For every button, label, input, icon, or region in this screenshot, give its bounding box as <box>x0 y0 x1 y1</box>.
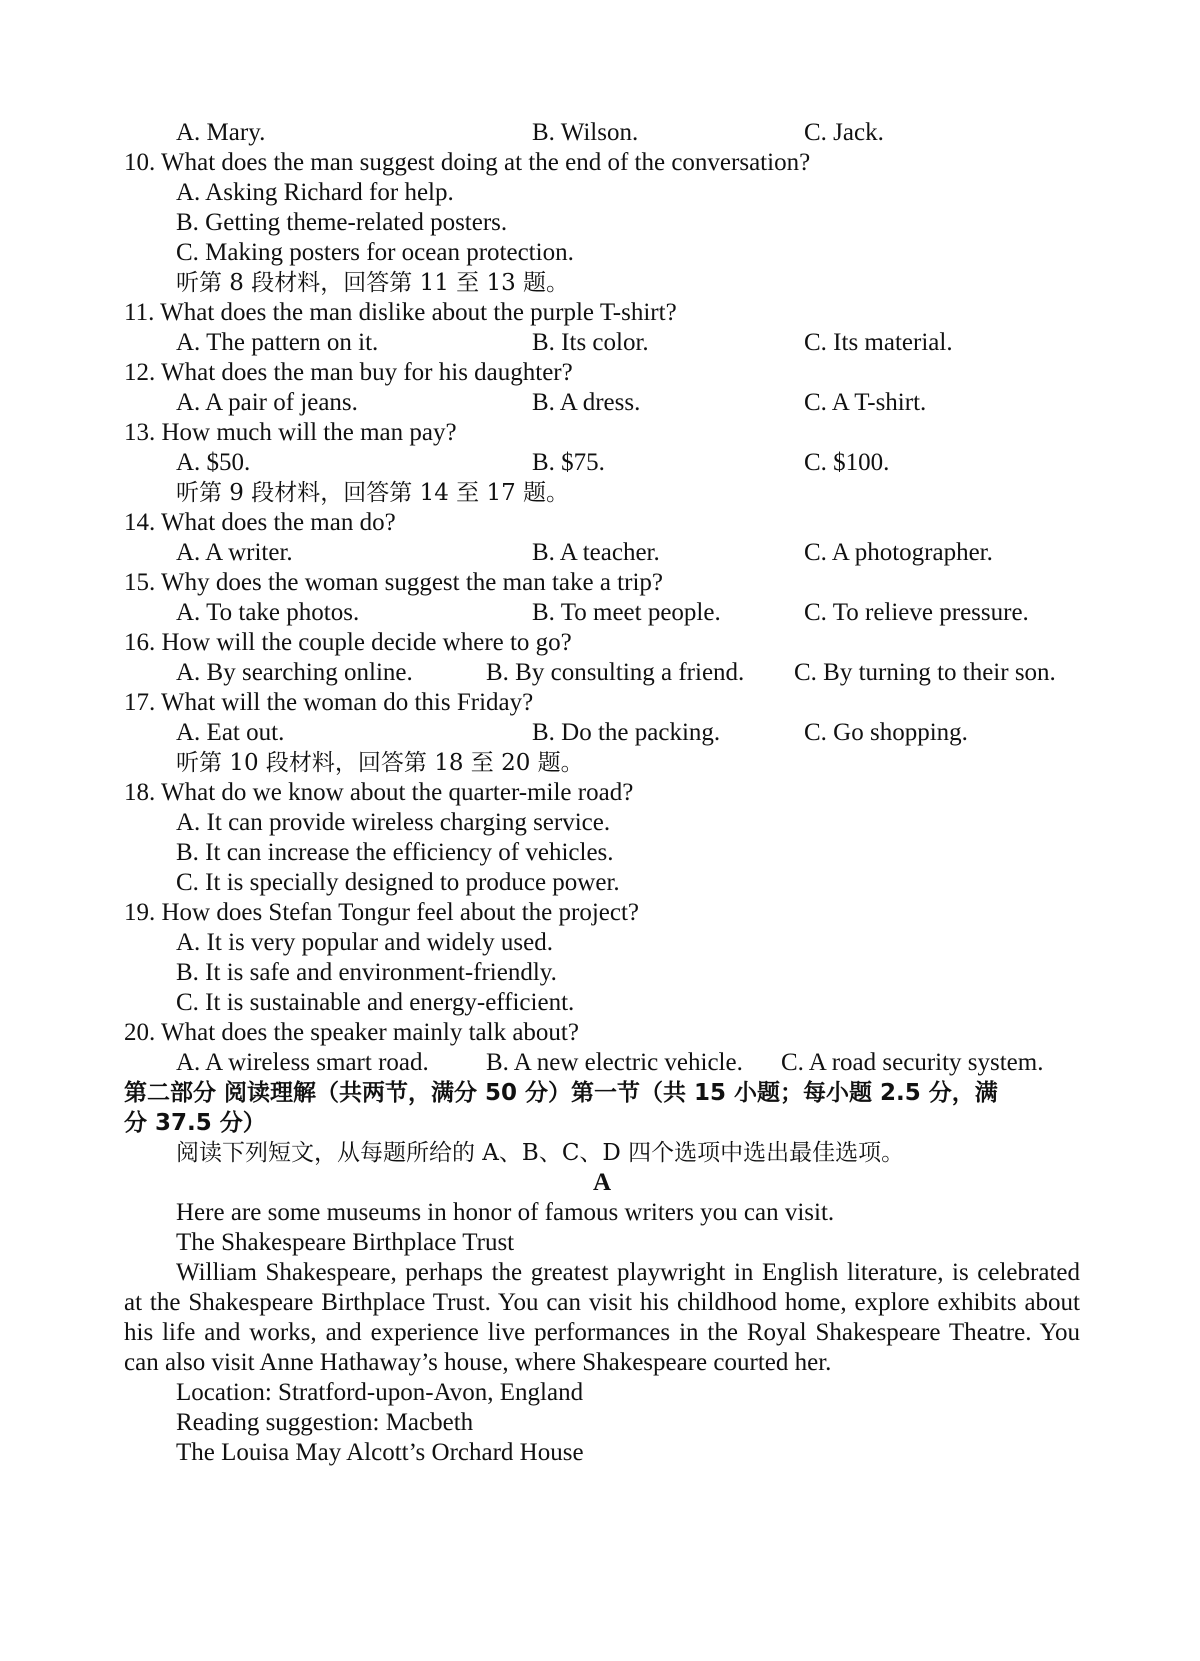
q11-options <box>124 328 1080 358</box>
q10-option-a: A. Asking Richard for help. <box>176 179 454 206</box>
q20-option-b: B. A new electric vehicle. <box>486 1049 743 1076</box>
q9-option-a: A. Mary. <box>176 119 266 146</box>
section-instruction-8: 听第 8 段材料，回答第 11 至 13 题。 <box>176 270 570 296</box>
q10-question: 10. What does the man suggest doing at the end of the conversation? <box>124 149 811 176</box>
q19-option-c: C. It is sustainable and energy-efficient. <box>176 989 575 1016</box>
museum1-reading: Reading suggestion: Macbeth <box>176 1409 474 1436</box>
q14-option-a: A. A writer. <box>176 539 293 566</box>
q12-option-b: B. A dress. <box>532 389 641 416</box>
museum2-title: The Louisa May Alcott’s Orchard House <box>176 1439 584 1466</box>
q16-options <box>124 658 1080 688</box>
q9-option-b: B. Wilson. <box>532 119 639 146</box>
q19-option-b: B. It is safe and environment-friendly. <box>176 959 557 986</box>
q16-question: 16. How will the couple decide where to go? <box>124 629 572 656</box>
q13-question: 13. How much will the man pay? <box>124 419 457 446</box>
q12-options <box>124 388 1080 418</box>
museum1-title: The Shakespeare Birthplace Trust <box>176 1229 515 1256</box>
q15-option-a: A. To take photos. <box>176 599 360 626</box>
q17-question: 17. What will the woman do this Friday? <box>124 689 534 716</box>
q19-option-a: A. It is very popular and widely used. <box>176 929 554 956</box>
q13-option-b: B. $75. <box>532 449 605 476</box>
section-instruction-10: 听第 10 段材料，回答第 18 至 20 题。 <box>176 750 584 776</box>
q11-question: 11. What does the man dislike about the purple T-shirt? <box>124 299 677 326</box>
q11-option-b: B. Its color. <box>532 329 649 356</box>
part2-heading-line2: 分 37.5 分） <box>124 1110 266 1136</box>
q17-option-c: C. Go shopping. <box>804 719 968 746</box>
q14-option-b: B. A teacher. <box>532 539 660 566</box>
q17-option-a: A. Eat out. <box>176 719 285 746</box>
q9-options <box>124 118 1080 148</box>
q12-option-a: A. A pair of jeans. <box>176 389 358 416</box>
q14-question: 14. What does the man do? <box>124 509 396 536</box>
q17-options <box>124 718 1080 748</box>
q13-option-a: A. $50. <box>176 449 251 476</box>
q18-option-a: A. It can provide wireless charging service. <box>176 809 611 836</box>
q11-option-a: A. The pattern on it. <box>176 329 379 356</box>
exam-page <box>124 118 1080 1468</box>
q11-option-c: C. Its material. <box>804 329 953 356</box>
q18-option-b: B. It can increase the efficiency of vehicles. <box>176 839 614 866</box>
q19-question: 19. How does Stefan Tongur feel about the project? <box>124 899 640 926</box>
q10-option-b: B. Getting theme-related posters. <box>176 209 508 236</box>
q20-option-c: C. A road security system. <box>781 1049 1044 1076</box>
q13-option-c: C. $100. <box>804 449 890 476</box>
part2-instruction: 阅读下列短文，从每题所给的 A、B、C、D 四个选项中选出最佳选项。 <box>176 1140 905 1166</box>
q12-question: 12. What does the man buy for his daughter? <box>124 359 573 386</box>
q15-option-b: B. To meet people. <box>532 599 721 626</box>
q15-options <box>124 598 1080 628</box>
q17-option-b: B. Do the packing. <box>532 719 721 746</box>
q14-options <box>124 538 1080 568</box>
q20-question: 20. What does the speaker mainly talk about? <box>124 1019 579 1046</box>
q12-option-c: C. A T-shirt. <box>804 389 927 416</box>
q16-option-b: B. By consulting a friend. <box>486 659 745 686</box>
q13-options <box>124 448 1080 478</box>
section-instruction-9: 听第 9 段材料，回答第 14 至 17 题。 <box>176 480 570 506</box>
q9-option-c: C. Jack. <box>804 119 884 146</box>
q14-option-c: C. A photographer. <box>804 539 993 566</box>
q18-question: 18. What do we know about the quarter-mile road? <box>124 779 634 806</box>
passage-intro: Here are some museums in honor of famous writers you can visit. <box>176 1199 835 1226</box>
museum1-location: Location: Stratford-upon-Avon, England <box>176 1379 584 1406</box>
q10-option-c: C. Making posters for ocean protection. <box>176 239 574 266</box>
passage-label: A <box>592 1169 612 1196</box>
q16-option-a: A. By searching online. <box>176 659 413 686</box>
q20-options <box>124 1048 1080 1078</box>
museum1-description: William Shakespeare, perhaps the greatest playwright in English literature, is celebrated at the Shakespeare Birthplace Trust. You can visit his childhood home, explore exhibits about his life and works, and experience live performances in the Royal Shakespeare Theatre. You can also visit Anne Hathaway’s house, where Shakespeare courted her. <box>124 1259 1080 1376</box>
q20-option-a: A. A wireless smart road. <box>176 1049 429 1076</box>
part2-heading-line1: 第二部分 阅读理解（共两节，满分 50 分）第一节（共 15 小题；每小题 2.5 分，满 <box>124 1080 998 1106</box>
q15-question: 15. Why does the woman suggest the man take a trip? <box>124 569 663 596</box>
q16-option-c: C. By turning to their son. <box>794 659 1056 686</box>
q15-option-c: C. To relieve pressure. <box>804 599 1029 626</box>
q18-option-c: C. It is specially designed to produce power. <box>176 869 620 896</box>
